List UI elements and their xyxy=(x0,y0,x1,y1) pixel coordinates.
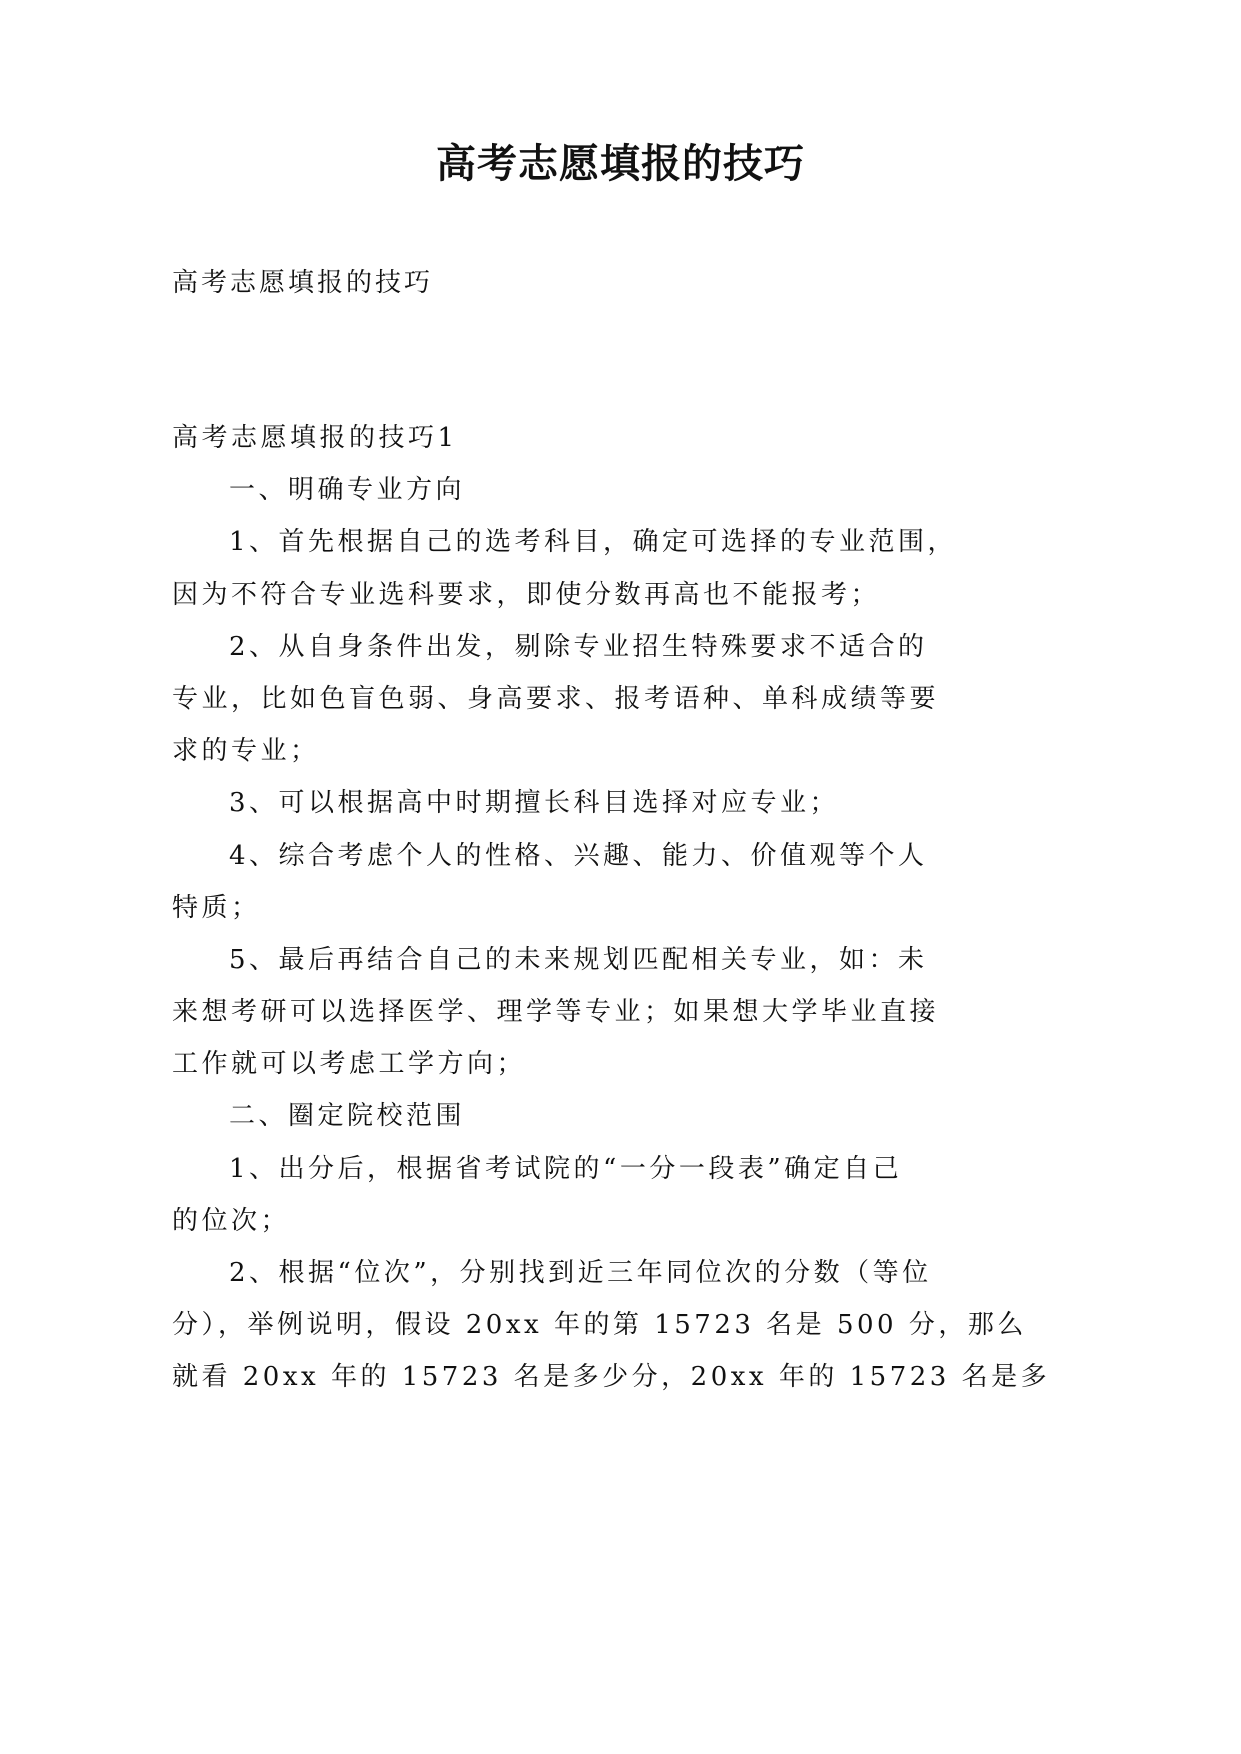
text-line: 4、综合考虑个人的性格、兴趣、能力、价值观等个人 xyxy=(229,840,928,871)
text-line: 分），举例说明，假设 20xx 年的第 15723 名是 500 分，那么 xyxy=(172,1310,1027,1341)
document-body xyxy=(172,412,1051,1404)
document-title: 高考志愿填报的技巧 xyxy=(436,140,805,187)
text-line: 的位次； xyxy=(172,1205,291,1236)
text-line: 1、首先根据自己的选考科目，确定可选择的专业范围， xyxy=(229,527,958,558)
text-line: 专业，比如色盲色弱、身高要求、报考语种、单科成绩等要 xyxy=(172,683,940,714)
text-line: 1、出分后，根据省考试院的“一分一段表”确定自己 xyxy=(229,1153,903,1184)
text-line: 2、从自身条件出发，剔除专业招生特殊要求不适合的 xyxy=(229,631,928,662)
text-line: 3、可以根据高中时期擅长科目选择对应专业； xyxy=(229,788,840,819)
text-line: 工作就可以考虑工学方向； xyxy=(172,1049,527,1080)
text-line: 因为不符合专业选科要求，即使分数再高也不能报考； xyxy=(172,579,881,610)
text-line: 高考志愿填报的技巧1 xyxy=(172,423,458,453)
text-line: 求的专业； xyxy=(172,736,320,767)
text-line: 二、圈定院校范围 xyxy=(229,1101,466,1132)
text-line: 一、明确专业方向 xyxy=(229,475,466,506)
document-subtitle: 高考志愿填报的技巧 xyxy=(172,268,434,298)
text-line: 特质； xyxy=(172,892,261,923)
text-line: 来想考研可以选择医学、理学等专业；如果想大学毕业直接 xyxy=(172,997,940,1028)
text-line: 5、最后再结合自己的未来规划匹配相关专业，如：未 xyxy=(229,944,928,975)
text-line: 2、根据“位次”，分别找到近三年同位次的分数（等位 xyxy=(229,1258,932,1288)
text-line: 就看 20xx 年的 15723 名是多少分，20xx 年的 15723 名是多 xyxy=(172,1362,1051,1393)
